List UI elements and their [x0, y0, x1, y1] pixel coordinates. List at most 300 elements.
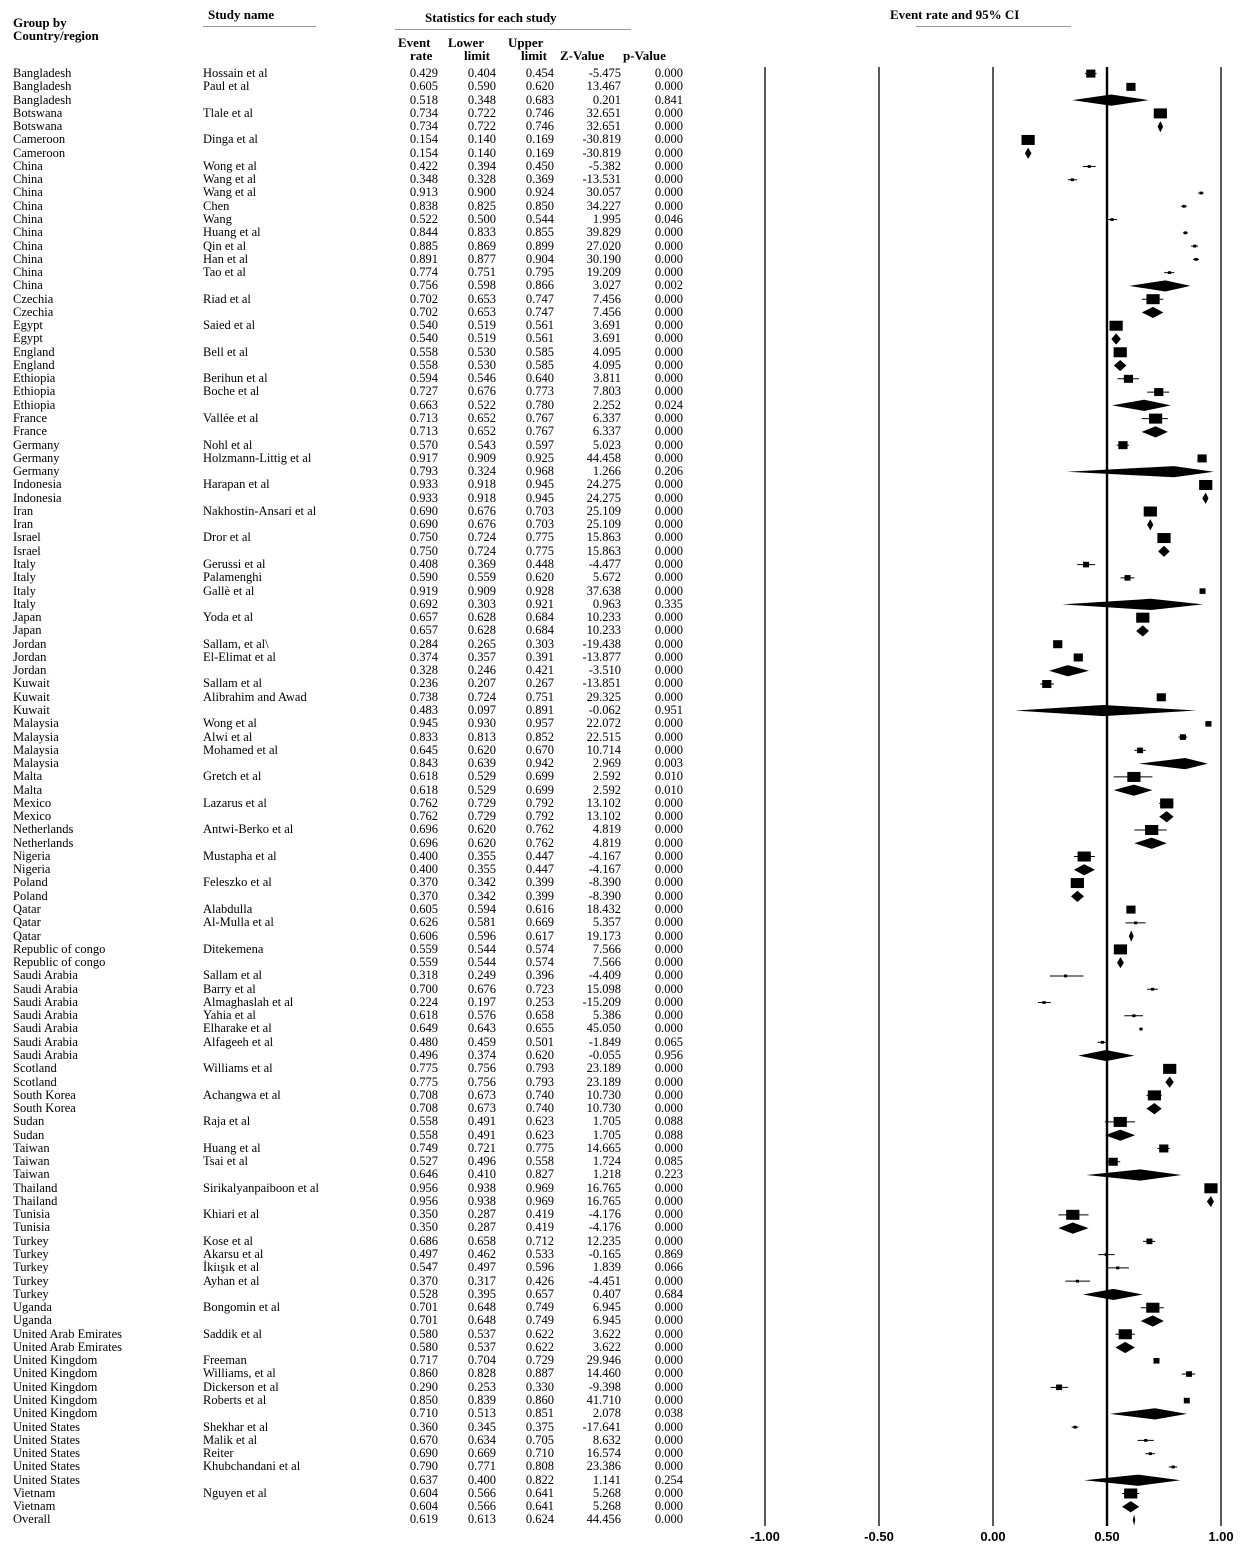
cell-upper: 0.775 — [525, 543, 554, 558]
cell-p: 0.000 — [654, 1061, 683, 1076]
cell-group: South Korea — [13, 1101, 76, 1116]
cell-p: 0.000 — [654, 1233, 683, 1248]
summary-diamond — [1078, 1050, 1134, 1061]
cell-p: 0.000 — [654, 132, 683, 147]
study-square — [1144, 507, 1157, 517]
cell-group: Bangladesh — [13, 79, 72, 94]
cell-upper: 0.723 — [525, 981, 554, 996]
cell-group: Taiwan — [13, 1140, 50, 1155]
cell-study: Raja et al — [203, 1114, 251, 1129]
cell-group: Scotland — [13, 1061, 57, 1076]
cell-z: 6.945 — [592, 1300, 621, 1315]
cell-p: 0.000 — [654, 477, 683, 492]
cell-p: 0.000 — [654, 1313, 683, 1328]
cell-rate: 0.708 — [409, 1087, 438, 1102]
cell-group: Ethiopia — [13, 371, 56, 386]
cell-rate: 0.702 — [409, 304, 438, 319]
cell-rate: 0.154 — [409, 132, 438, 147]
cell-rate: 0.945 — [409, 716, 438, 731]
cell-upper: 0.574 — [525, 941, 554, 956]
cell-upper: 0.303 — [525, 636, 554, 651]
cell-lower: 0.676 — [467, 981, 496, 996]
col-lower-bottom: limit — [464, 48, 490, 63]
cell-group: Mexico — [13, 809, 52, 824]
cell-lower: 0.581 — [467, 915, 496, 930]
cell-z: 3.691 — [592, 318, 621, 333]
cell-z: -4.176 — [588, 1207, 621, 1222]
cell-rate: 0.604 — [409, 1485, 438, 1500]
cell-rate: 0.690 — [409, 517, 438, 532]
cell-upper: 0.942 — [525, 756, 554, 771]
summary-diamond — [1067, 466, 1214, 477]
cell-group: Vietnam — [13, 1485, 56, 1500]
cell-upper: 0.747 — [525, 291, 554, 306]
cell-group: Italy — [13, 583, 36, 598]
cell-study: Elharake et al — [203, 1021, 272, 1036]
study-square — [1125, 575, 1131, 581]
cell-lower: 0.500 — [467, 211, 496, 226]
cell-study: Nakhostin-Ansari et al — [203, 503, 317, 518]
cell-upper: 0.375 — [525, 1419, 554, 1434]
cell-rate: 0.637 — [409, 1472, 438, 1487]
cell-group: Egypt — [13, 318, 43, 333]
cell-upper: 0.657 — [525, 1286, 554, 1301]
cell-p: 0.000 — [654, 848, 683, 863]
cell-lower: 0.628 — [467, 610, 496, 625]
cell-p: 0.000 — [654, 145, 683, 160]
cell-z: 2.592 — [592, 782, 621, 797]
cell-z: 2.969 — [592, 756, 621, 771]
cell-z: -1.849 — [588, 1034, 621, 1049]
cell-upper: 0.866 — [525, 278, 554, 293]
cell-group: Malaysia — [13, 729, 59, 744]
col-upper-top: Upper — [508, 35, 544, 50]
study-square — [1197, 454, 1206, 462]
cell-group: Mexico — [13, 795, 52, 810]
cell-rate: 0.590 — [409, 570, 438, 585]
cell-lower: 0.756 — [467, 1074, 496, 1089]
cell-z: 3.027 — [592, 278, 621, 293]
cell-group: China — [13, 198, 43, 213]
cell-group: Botswana — [13, 105, 63, 120]
cell-upper: 0.792 — [525, 809, 554, 824]
study-square — [1064, 975, 1067, 978]
cell-upper: 0.762 — [525, 835, 554, 850]
cell-z: -19.438 — [582, 636, 621, 651]
cell-z: 5.268 — [592, 1499, 621, 1514]
cell-z: 7.456 — [592, 304, 621, 319]
cell-rate: 0.762 — [409, 809, 438, 824]
summary-diamond — [1122, 1501, 1139, 1512]
cell-study: Dror et al — [203, 530, 251, 545]
cell-rate: 0.696 — [409, 822, 438, 837]
cell-group: Scotland — [13, 1074, 57, 1089]
cell-group: Saudi Arabia — [13, 981, 78, 996]
cell-z: 44.458 — [586, 450, 621, 465]
study-square — [1199, 480, 1212, 490]
cell-rate: 0.649 — [409, 1021, 438, 1036]
cell-lower: 0.543 — [467, 437, 496, 452]
cell-z: 5.268 — [592, 1485, 621, 1500]
cell-lower: 0.594 — [467, 902, 496, 916]
cell-z: 19.209 — [586, 265, 621, 280]
cell-study: Kose et al — [203, 1233, 253, 1248]
study-square — [1137, 748, 1143, 754]
study-square — [1153, 1358, 1159, 1364]
cell-z: -8.390 — [588, 875, 621, 890]
cell-upper: 0.924 — [525, 185, 554, 200]
cell-lower: 0.669 — [467, 1446, 496, 1461]
cell-group: Qatar — [13, 902, 41, 916]
cell-group: Turkey — [13, 1233, 49, 1248]
cell-rate: 0.400 — [409, 862, 438, 877]
cell-p: 0.010 — [654, 782, 683, 797]
cell-lower: 0.909 — [467, 583, 496, 598]
cell-group: Tunisia — [13, 1207, 51, 1222]
cell-group: Malta — [13, 782, 43, 797]
cell-group: Ethiopia — [13, 397, 56, 412]
cell-lower: 0.394 — [467, 158, 496, 173]
cell-rate: 0.605 — [409, 79, 438, 94]
cell-group: Israel — [13, 530, 41, 545]
cell-group: Kuwait — [13, 676, 50, 691]
cell-upper: 0.887 — [525, 1366, 554, 1381]
study-square — [1200, 588, 1206, 594]
study-square — [1148, 1090, 1161, 1100]
cell-study: Nguyen et al — [203, 1485, 267, 1500]
cell-group: Saudi Arabia — [13, 1034, 78, 1049]
cell-lower: 0.559 — [467, 570, 496, 585]
cell-p: 0.000 — [654, 1393, 683, 1407]
study-square — [1160, 798, 1173, 808]
cell-upper: 0.780 — [525, 397, 554, 412]
cell-upper: 0.969 — [525, 1180, 554, 1195]
study-square — [1205, 721, 1211, 727]
cell-z: 22.515 — [586, 729, 621, 744]
cell-rate: 0.891 — [409, 251, 438, 266]
cell-rate: 0.956 — [409, 1193, 438, 1208]
cell-z: 25.109 — [586, 517, 621, 532]
cell-z: -4.409 — [588, 968, 621, 983]
cell-rate: 0.522 — [409, 211, 438, 226]
cell-p: 0.000 — [654, 1273, 683, 1288]
cell-p: 0.000 — [654, 318, 683, 333]
cell-rate: 0.701 — [409, 1313, 438, 1328]
cell-z: 3.622 — [592, 1339, 621, 1354]
cell-z: 19.173 — [586, 928, 621, 943]
cell-z: 1.141 — [592, 1472, 621, 1487]
cell-p: 0.000 — [654, 503, 683, 518]
cell-p: 0.000 — [654, 344, 683, 359]
cell-p: 0.000 — [654, 623, 683, 638]
cell-lower: 0.342 — [467, 888, 496, 903]
cell-p: 0.000 — [654, 795, 683, 810]
cell-group: Botswana — [13, 119, 63, 134]
cell-lower: 0.404 — [467, 66, 496, 80]
cell-lower: 0.652 — [467, 411, 496, 426]
cell-upper: 0.623 — [525, 1114, 554, 1129]
cell-group: China — [13, 185, 43, 200]
cell-upper: 0.827 — [525, 1167, 554, 1182]
cell-lower: 0.097 — [467, 702, 496, 717]
cell-study: Reiter — [203, 1446, 234, 1461]
cell-group: Czechia — [13, 291, 54, 306]
cell-group: China — [13, 172, 43, 187]
cell-lower: 0.287 — [467, 1207, 496, 1222]
cell-group: Italy — [13, 570, 36, 585]
cell-p: 0.869 — [654, 1247, 683, 1262]
cell-group: Netherlands — [13, 835, 74, 850]
cell-group: Republic of congo — [13, 941, 106, 956]
cell-rate: 0.844 — [409, 225, 438, 240]
study-square — [1109, 1158, 1118, 1166]
study-name-header: Study name — [208, 7, 275, 22]
cell-upper: 0.899 — [525, 238, 554, 253]
cell-p: 0.000 — [654, 1432, 683, 1447]
cell-group: Nigeria — [13, 862, 51, 877]
cell-lower: 0.833 — [467, 225, 496, 240]
cell-p: 0.000 — [654, 105, 683, 120]
cell-lower: 0.724 — [467, 543, 496, 558]
cell-upper: 0.561 — [525, 318, 554, 333]
cell-z: 13.102 — [586, 809, 621, 824]
cell-study: Al-Mulla et al — [203, 915, 274, 930]
cell-z: 3.691 — [592, 331, 621, 346]
cell-p: 0.000 — [654, 79, 683, 94]
cell-rate: 0.350 — [409, 1207, 438, 1222]
summary-diamond — [1015, 705, 1196, 716]
cell-group: China — [13, 238, 43, 253]
x-tick-label: 1.00 — [1208, 1529, 1234, 1544]
cell-z: 8.632 — [592, 1432, 621, 1447]
cell-group: Egypt — [13, 331, 43, 346]
cell-p: 0.000 — [654, 941, 683, 956]
cell-lower: 0.721 — [467, 1140, 496, 1155]
cell-rate: 0.762 — [409, 795, 438, 810]
study-square — [1127, 772, 1140, 782]
cell-upper: 0.421 — [525, 663, 554, 678]
cell-z: 16.574 — [586, 1446, 621, 1461]
cell-z: -0.062 — [588, 702, 621, 717]
cell-upper: 0.850 — [525, 198, 554, 213]
summary-diamond — [1025, 148, 1032, 159]
cell-upper: 0.596 — [525, 1260, 554, 1275]
cell-p: 0.335 — [654, 596, 683, 611]
cell-p: 0.000 — [654, 1220, 683, 1235]
cell-lower: 0.596 — [467, 928, 496, 943]
cell-rate: 0.236 — [409, 676, 438, 691]
cell-lower: 0.410 — [467, 1167, 496, 1182]
cell-lower: 0.287 — [467, 1220, 496, 1235]
summary-diamond — [1165, 1077, 1173, 1088]
cell-rate: 0.547 — [409, 1260, 438, 1275]
cell-upper: 0.620 — [525, 79, 554, 94]
cell-p: 0.000 — [654, 357, 683, 372]
cell-p: 0.000 — [654, 185, 683, 200]
cell-lower: 0.751 — [467, 265, 496, 280]
cell-p: 0.000 — [654, 450, 683, 465]
study-square — [1184, 1398, 1190, 1404]
cell-study: Riad et al — [203, 291, 251, 306]
cell-group: Ethiopia — [13, 384, 56, 399]
cell-p: 0.000 — [654, 1008, 683, 1023]
cell-z: 10.730 — [586, 1087, 621, 1102]
study-square — [1200, 192, 1203, 195]
cell-study: Huang et al — [203, 225, 261, 240]
cell-study: Feleszko et al — [203, 875, 272, 890]
cell-z: 25.109 — [586, 503, 621, 518]
cell-z: -4.167 — [588, 862, 621, 877]
cell-upper: 0.775 — [525, 530, 554, 545]
cell-upper: 0.369 — [525, 172, 554, 187]
summary-diamond — [1111, 333, 1121, 344]
study-square — [1071, 878, 1084, 888]
cell-group: Iran — [13, 503, 34, 518]
cell-p: 0.000 — [654, 822, 683, 837]
cell-p: 0.000 — [654, 636, 683, 651]
cell-rate: 0.528 — [409, 1286, 438, 1301]
summary-diamond — [1159, 811, 1173, 822]
cell-lower: 0.496 — [467, 1154, 496, 1169]
cell-p: 0.000 — [654, 1339, 683, 1354]
cell-upper: 0.447 — [525, 862, 554, 877]
study-square — [1124, 375, 1133, 383]
cell-upper: 0.623 — [525, 1127, 554, 1142]
cell-lower: 0.722 — [467, 119, 496, 134]
cell-lower: 0.355 — [467, 862, 496, 877]
cell-lower: 0.724 — [467, 689, 496, 704]
cell-rate: 0.360 — [409, 1419, 438, 1434]
cell-upper: 0.622 — [525, 1339, 554, 1354]
cell-z: 5.023 — [592, 437, 621, 452]
summary-diamond — [1158, 121, 1163, 132]
cell-group: Kuwait — [13, 689, 50, 704]
cell-z: 4.095 — [592, 357, 621, 372]
cell-z: 4.819 — [592, 822, 621, 837]
cell-study: Huang et al — [203, 1140, 261, 1155]
cell-upper: 0.447 — [525, 848, 554, 863]
summary-diamond — [1058, 1222, 1088, 1233]
cell-rate: 0.374 — [409, 649, 438, 664]
cell-rate: 0.750 — [409, 543, 438, 558]
cell-group: Italy — [13, 596, 36, 611]
cell-group: Poland — [13, 875, 48, 890]
cell-rate: 0.657 — [409, 623, 438, 638]
cell-study: Qin et al — [203, 238, 247, 253]
cell-study: Achangwa et al — [203, 1087, 281, 1102]
cell-upper: 0.775 — [525, 1140, 554, 1155]
cell-group: Cameroon — [13, 132, 66, 147]
study-square — [1149, 1452, 1152, 1455]
cell-p: 0.000 — [654, 225, 683, 240]
cell-rate: 0.793 — [409, 464, 438, 479]
cell-upper: 0.684 — [525, 610, 554, 625]
cell-rate: 0.496 — [409, 1047, 438, 1062]
cell-upper: 0.683 — [525, 92, 554, 107]
cell-rate: 0.558 — [409, 1127, 438, 1142]
cell-upper: 0.773 — [525, 384, 554, 399]
cell-group: China — [13, 278, 43, 293]
x-tick-label: 0.00 — [980, 1529, 1006, 1544]
study-square — [1074, 653, 1083, 661]
cell-rate: 0.838 — [409, 198, 438, 213]
cell-rate: 0.284 — [409, 636, 438, 651]
cell-lower: 0.828 — [467, 1366, 496, 1381]
cell-lower: 0.546 — [467, 371, 496, 386]
cell-upper: 0.740 — [525, 1087, 554, 1102]
study-square — [1126, 906, 1135, 914]
summary-diamond — [1134, 838, 1166, 849]
cell-lower: 0.395 — [467, 1286, 496, 1301]
cell-rate: 0.559 — [409, 941, 438, 956]
cell-upper: 0.703 — [525, 517, 554, 532]
cell-study: İkiışık et al — [203, 1260, 260, 1275]
cell-lower: 0.522 — [467, 397, 496, 412]
cell-study: Williams, et al — [203, 1366, 276, 1381]
cell-p: 0.000 — [654, 1140, 683, 1155]
cell-z: 41.710 — [586, 1393, 621, 1407]
cell-study: Sallam et al — [203, 968, 263, 983]
cell-study: Wang et al — [203, 172, 257, 187]
study-square — [1066, 1210, 1079, 1220]
cell-z: 7.803 — [592, 384, 621, 399]
cell-upper: 0.740 — [525, 1101, 554, 1116]
cell-upper: 0.855 — [525, 225, 554, 240]
cell-rate: 0.154 — [409, 145, 438, 160]
study-square — [1146, 294, 1159, 304]
cell-group: France — [13, 411, 48, 426]
cell-z: 1.266 — [592, 464, 621, 479]
cell-lower: 0.909 — [467, 450, 496, 465]
cell-group: United States — [13, 1419, 81, 1434]
study-square — [1180, 734, 1186, 740]
cell-rate: 0.348 — [409, 172, 438, 187]
cell-p: 0.000 — [654, 928, 683, 943]
cell-study: Lazarus et al — [203, 795, 267, 810]
summary-diamond — [1049, 665, 1089, 676]
cell-upper: 0.669 — [525, 915, 554, 930]
cell-z: 5.357 — [592, 915, 621, 930]
cell-upper: 0.762 — [525, 822, 554, 837]
study-square — [1124, 1488, 1137, 1498]
cell-p: 0.088 — [654, 1127, 683, 1142]
cell-upper: 0.792 — [525, 795, 554, 810]
cell-z: 18.432 — [586, 902, 621, 916]
cell-upper: 0.746 — [525, 119, 554, 134]
cell-z: -0.165 — [588, 1247, 621, 1262]
cell-study: Tsai et al — [203, 1154, 248, 1169]
summary-diamond — [1146, 1103, 1161, 1114]
cell-rate: 0.318 — [409, 968, 438, 983]
cell-upper: 0.620 — [525, 1047, 554, 1062]
cell-z: 2.592 — [592, 769, 621, 784]
cell-z: 23.189 — [586, 1061, 621, 1076]
cell-rate: 0.919 — [409, 583, 438, 598]
cell-p: 0.088 — [654, 1114, 683, 1129]
cell-upper: 0.767 — [525, 424, 554, 439]
summary-diamond — [1083, 1289, 1143, 1300]
cell-study: Bell et al — [203, 344, 249, 359]
cell-upper: 0.703 — [525, 503, 554, 518]
cell-p: 0.000 — [654, 809, 683, 824]
cell-upper: 0.969 — [525, 1193, 554, 1208]
cell-z: 27.020 — [586, 238, 621, 253]
cell-study: Han et al — [203, 251, 249, 266]
study-square — [1146, 1239, 1152, 1245]
cell-p: 0.085 — [654, 1154, 683, 1169]
cell-z: 13.102 — [586, 795, 621, 810]
cell-p: 0.000 — [654, 411, 683, 426]
